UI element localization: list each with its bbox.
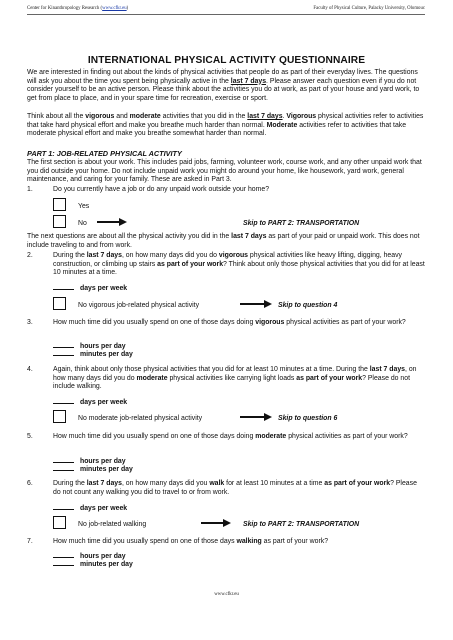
q2-days-blank[interactable] <box>53 283 74 290</box>
q2-text: During the last 7 days, on how many days did you do vigorous physical activities like heavy lifting, digging, heavy construction, or climbing up stairs as part of your work? Think about only those physical activities that you did for at least 10 minutes at a time. <box>53 252 425 276</box>
header-divider <box>27 14 425 15</box>
q7-hours-blank[interactable] <box>53 551 74 558</box>
q5-number: 5. <box>27 433 33 440</box>
q3-minutes-field[interactable]: minutes per day <box>53 349 133 358</box>
q3-number: 3. <box>27 319 33 326</box>
q5-text: How much time did you usually spend on one of those days doing moderate physical activities as part of your work? <box>53 433 408 440</box>
q1-number: 1. <box>27 186 33 193</box>
intro-paragraph-1: We are interested in finding out about the kinds of physical activities that people do as part of their everyday lives. The questions will ask you about the time you spent being physically active in the last 7 days. Please answer each question even if you do not consider yourself to be an active person. Please think about the activities you do at work, as part of your house and yard work, to get from place to place, and in your spare time for recreation, exercise or sport. <box>27 69 420 102</box>
q4-number: 4. <box>27 366 33 373</box>
q5-hours-field[interactable]: hours per day <box>53 456 126 465</box>
q7-text: How much time did you usually spend on one of those days walking as part of your work? <box>53 538 329 545</box>
q5-minutes-field[interactable]: minutes per day <box>53 464 133 473</box>
next-questions-intro: The next questions are about all the physical activity you did in the last 7 days as part of your paid or unpaid work. This does not include traveling to and from work. <box>27 233 420 249</box>
q4-days-field[interactable]: days per week <box>53 397 127 406</box>
q7-minutes-blank[interactable] <box>53 559 74 566</box>
q5-hours-blank[interactable] <box>53 456 74 463</box>
part1-heading: PART 1: JOB-RELATED PHYSICAL ACTIVITY <box>27 149 182 158</box>
q6-text: During the last 7 days, on how many days did you walk for at least 10 minutes at a time as part of your work? Please do not count any walking you did to travel to or from work. <box>53 480 417 496</box>
q3-minutes-blank[interactable] <box>53 349 74 356</box>
q6-none-label: No job-related walking <box>78 521 147 528</box>
q2-skip-instruction: Skip to question 4 <box>278 302 338 309</box>
q5-minutes-blank[interactable] <box>53 464 74 471</box>
q4-none-label: No moderate job-related physical activity <box>78 415 203 422</box>
q7-minutes-field[interactable]: minutes per day <box>53 559 133 568</box>
q6-none-checkbox[interactable] <box>53 516 66 529</box>
q3-hours-field[interactable]: hours per day <box>53 341 126 350</box>
q4-skip-instruction: Skip to question 6 <box>278 415 338 422</box>
q1-no-checkbox[interactable] <box>53 215 66 228</box>
intro-paragraph-2: Think about all the vigorous and moderate activities that you did in the last 7 days. Vigorous physical activities refer to activities that take hard physical effort and make you breathe much harder than normal. Moderate activities refer to activities that take moderate physical effort and make you breathe somewhat harder than normal. <box>27 113 424 137</box>
q6-skip-instruction: Skip to PART 2: TRANSPORTATION <box>243 521 360 528</box>
q2-none-label: No vigorous job-related physical activity <box>78 302 200 309</box>
q1-yes-label: Yes <box>78 203 90 210</box>
q2-days-field[interactable]: days per week <box>53 283 127 292</box>
q1-text: Do you currently have a job or do any unpaid work outside your home? <box>53 186 270 193</box>
q2-number: 2. <box>27 252 33 259</box>
q6-number: 6. <box>27 480 33 487</box>
q4-none-checkbox[interactable] <box>53 410 66 423</box>
q7-hours-field[interactable]: hours per day <box>53 551 126 560</box>
q2-none-checkbox[interactable] <box>53 297 66 310</box>
header-right: Faculty of Physical Culture, Palacky University, Olomouc <box>313 6 425 11</box>
header-left: Center for Kinanthropology Research (www.cfkr.eu) <box>27 6 129 11</box>
q1-yes-checkbox[interactable] <box>53 198 66 211</box>
q6-days-field[interactable]: days per week <box>53 503 127 512</box>
skip-arrow-icon <box>97 218 127 226</box>
q1-no-label: No <box>78 220 87 227</box>
page-footer: www.cfkr.eu <box>214 592 239 597</box>
skip-arrow-icon <box>240 300 272 308</box>
q6-days-blank[interactable] <box>53 503 74 510</box>
q1-skip-instruction: Skip to PART 2: TRANSPORTATION <box>243 220 360 227</box>
skip-arrow-icon <box>240 413 272 421</box>
q4-text: Again, think about only those physical activities that you did for at least 10 minutes at a time. During the last 7 days, on how many days did you do moderate physical activities like carrying light loads as part of your work? Please do not include walking. <box>53 366 417 390</box>
q3-text: How much time did you usually spend on one of those days doing vigorous physical activities as part of your work? <box>53 319 406 326</box>
part1-intro: The first section is about your work. This includes paid jobs, farming, volunteer work, course work, and any other unpaid work that you did outside your home. Do not include unpaid work you might do around your home, like housework, yard work, general maintenance, and caring for your family. These are asked in Part 3. <box>27 159 422 183</box>
q4-days-blank[interactable] <box>53 397 74 404</box>
skip-arrow-icon <box>201 519 231 527</box>
q7-number: 7. <box>27 538 33 545</box>
q3-hours-blank[interactable] <box>53 341 74 348</box>
header-link[interactable]: www.cfkr.eu <box>102 6 127 11</box>
page-title: INTERNATIONAL PHYSICAL ACTIVITY QUESTIONNAIRE <box>87 55 366 66</box>
